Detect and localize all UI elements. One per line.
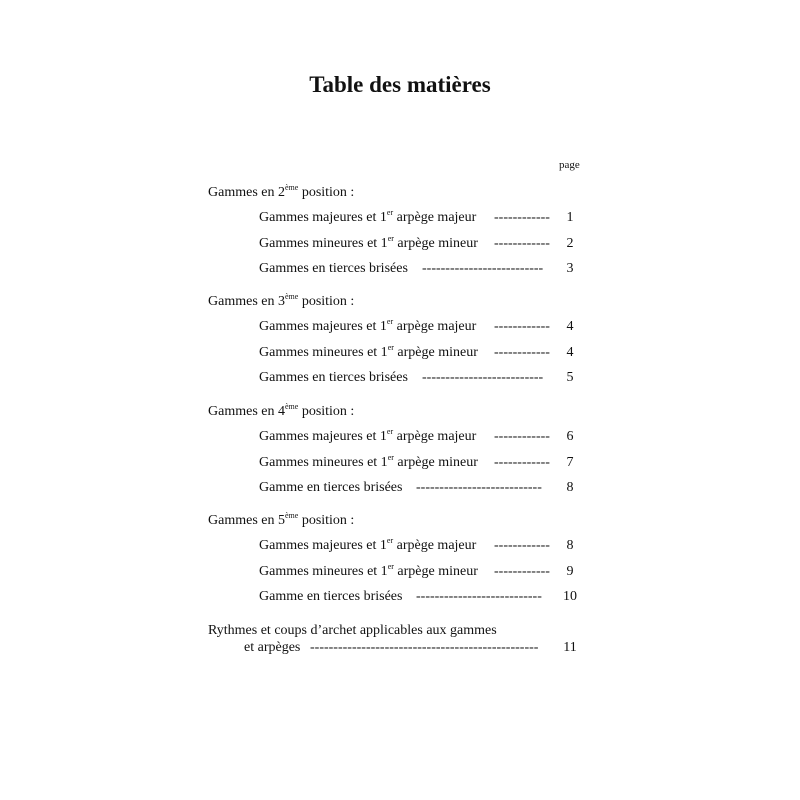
- toc-entry-leader: ---------------------------: [416, 480, 542, 495]
- toc-entry-page-number: 1: [566, 210, 574, 225]
- toc-entry-leader: ------------: [494, 344, 550, 360]
- toc-entry[interactable]: [259, 452, 478, 471]
- toc-entry-leader: ------------: [494, 429, 550, 444]
- toc-entry-page-number: 8: [566, 480, 574, 495]
- text-part: position :: [298, 185, 355, 200]
- toc-entry-page-number: 2: [566, 235, 574, 251]
- text-part: arpège mineur: [393, 235, 478, 251]
- text-part: arpège mineur: [393, 454, 478, 470]
- toc-entry-leader: --------------------------: [422, 370, 544, 385]
- toc-entry-page-number: 6: [566, 429, 574, 444]
- toc-entry[interactable]: [259, 561, 478, 580]
- toc-entry[interactable]: [259, 210, 476, 226]
- toc-entry-leader: ------------: [494, 454, 550, 470]
- superscript: er: [386, 427, 394, 436]
- superscript: er: [387, 452, 394, 462]
- toc-entry[interactable]: [259, 261, 408, 277]
- text-part: Gammes majeures et 1: [259, 319, 387, 334]
- text-part: arpège mineur: [393, 344, 478, 360]
- text-part: Gammes en 3: [208, 294, 285, 309]
- toc-entry-page-number: 7: [566, 454, 574, 470]
- toc-entry-leader: --------------------------: [422, 261, 544, 276]
- text-part: Gammes en tierces brisées: [259, 261, 408, 276]
- toc-entry-leader: ---------------------------: [416, 589, 542, 604]
- toc-entry[interactable]: [259, 429, 476, 445]
- text-part: arpège majeur: [393, 210, 477, 225]
- toc-entry-leader: ------------: [494, 563, 550, 579]
- superscript: er: [387, 342, 394, 352]
- text-part: Gammes mineures et 1: [259, 344, 388, 360]
- toc-entry-leader: ------------: [494, 538, 550, 553]
- toc-entry-leader: ------------: [494, 319, 550, 334]
- toc-final-entry-page: 11: [563, 640, 577, 655]
- toc-section-heading: [208, 294, 354, 310]
- superscript: ème: [284, 292, 299, 301]
- toc-entry[interactable]: [259, 342, 478, 361]
- toc-entry-page-number: 8: [566, 538, 574, 553]
- toc-entry-leader: ------------: [494, 210, 550, 225]
- superscript: ème: [284, 183, 299, 192]
- toc-entry[interactable]: [259, 589, 402, 605]
- toc-section-heading: [208, 513, 354, 529]
- text-part: Gammes mineures et 1: [259, 563, 388, 579]
- toc-entry-page-number: 4: [566, 344, 574, 360]
- superscript: er: [386, 317, 394, 326]
- text-part: Gammes mineures et 1: [259, 235, 388, 251]
- text-part: position :: [298, 404, 355, 419]
- text-part: Gamme en tierces brisées: [259, 480, 403, 495]
- toc-entry-page-number: 9: [566, 563, 574, 579]
- text-part: arpège majeur: [393, 319, 477, 334]
- toc-entry-page-number: 3: [566, 261, 574, 276]
- superscript: er: [386, 208, 394, 217]
- toc-entry[interactable]: [259, 480, 402, 496]
- toc-entry-page-number: 10: [563, 589, 577, 604]
- text-part: position :: [298, 294, 355, 309]
- text-part: position :: [298, 513, 355, 528]
- superscript: er: [387, 561, 394, 571]
- text-part: Gammes majeures et 1: [259, 210, 387, 225]
- text-part: arpège mineur: [393, 563, 478, 579]
- toc-final-entry-leader: -------------------------------------------------: [310, 640, 539, 655]
- text-part: Gammes en 5: [208, 513, 285, 528]
- toc-entry[interactable]: [259, 319, 476, 335]
- text-part: Gamme en tierces brisées: [259, 589, 403, 604]
- superscript: ème: [284, 402, 299, 411]
- text-part: Gammes mineures et 1: [259, 454, 388, 470]
- toc-entry[interactable]: [259, 370, 408, 386]
- text-part: arpège majeur: [393, 538, 477, 553]
- superscript: er: [387, 233, 394, 243]
- text-part: Gammes majeures et 1: [259, 538, 387, 553]
- superscript: er: [386, 536, 394, 545]
- toc-entry-page-number: 4: [566, 319, 574, 334]
- page-column-label: page: [559, 159, 580, 171]
- text-part: Gammes majeures et 1: [259, 429, 387, 444]
- text-part: arpège majeur: [393, 429, 477, 444]
- text-part: Gammes en 2: [208, 185, 285, 200]
- page-title: Table des matières: [309, 72, 491, 97]
- toc-entry[interactable]: [259, 538, 476, 554]
- toc-section-heading: [208, 185, 354, 201]
- toc-entry[interactable]: [259, 233, 478, 252]
- toc-final-entry-line2: et arpèges: [244, 640, 301, 655]
- text-part: Gammes en 4: [208, 404, 285, 419]
- toc-final-entry-line1: Rythmes et coups d’archet applicables aux gammes: [208, 623, 497, 638]
- toc-section-heading: [208, 404, 354, 420]
- toc-entry-page-number: 5: [566, 370, 574, 385]
- text-part: Gammes en tierces brisées: [259, 370, 408, 385]
- superscript: ème: [284, 511, 299, 520]
- toc-entry-leader: ------------: [494, 235, 550, 251]
